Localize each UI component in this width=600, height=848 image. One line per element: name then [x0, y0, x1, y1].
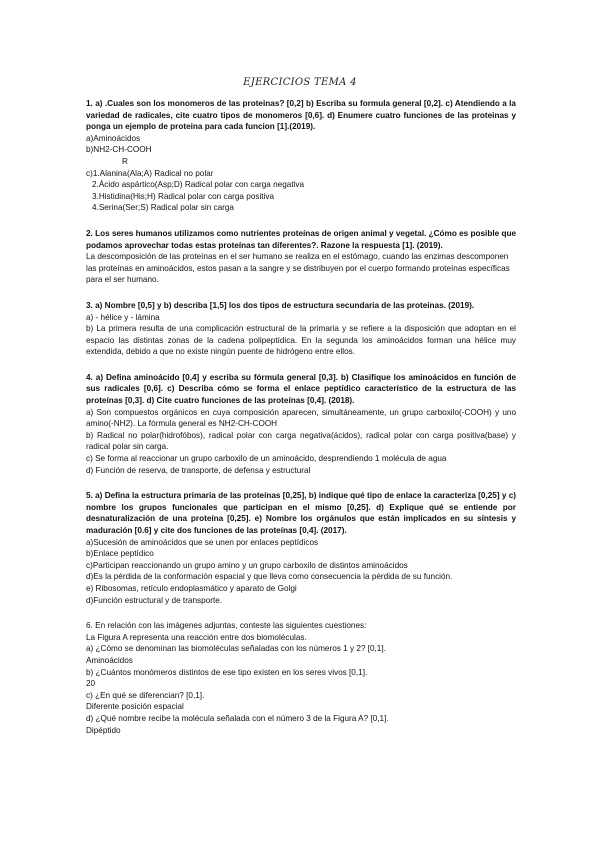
- answer-1b: b)NH2-CH-COOH: [86, 145, 152, 155]
- answer-6d: Dipéptido: [86, 725, 121, 735]
- answer-1c-3: 3.Histidina(His;H) Radical polar con carga positiva: [92, 191, 275, 201]
- question-6d: d) ¿Qué nombre recibe la molécula señalada con el número 3 de la Figura A? [0,1].: [86, 713, 389, 723]
- answer-1c-4: 4.Serina(Ser;S) Radical polar sin carga: [92, 203, 234, 213]
- answer-6a: Aminoácidos: [86, 655, 133, 665]
- answer-5d: d)Es la pérdida de la conformación espacial y que lleva como consecuencia la pérdida de su función.: [86, 572, 453, 582]
- document-body: [86, 98, 516, 736]
- question-1: 1. a) .Cuales son los monomeros de las proteinas? [0,2] b) Escriba su formula general [0,2]. c) Atendiendo a la variedad de radicales, cite cuatro tipos de monomeros [0,6]. d) Enumere cuatro funciones de las proteinas y ponga un ejemplo de proteina para cada funcion [1].(2019).: [86, 99, 516, 132]
- answer-5a: a)Sucesión de aminoácidos que se unen por enlaces peptídicos: [86, 537, 319, 547]
- answer-5f: d)Función estructural y de transporte.: [86, 595, 223, 605]
- answer-1c-2: 2.Ácido aspártico(Asp;D) Radical polar con carga negativa: [92, 180, 305, 190]
- answer-1c-1: c)1.Alanina(Ala;A) Radical no polar: [86, 168, 214, 178]
- question-2: 2. Los seres humanos utilizamos como nutrientes proteínas de origen animal y vegetal. ¿Cómo es posible que podamos aprovechar todas estas proteínas tan diferentes?. Razone la respuesta [1]. (2019).: [86, 228, 516, 250]
- answer-1a: a)Aminoácidos: [86, 133, 141, 143]
- answer-4a: a) Son compuestos orgánicos en cuya composición aparecen, simultáneamente, un grupo carboxilo(-COOH) y uno amino(-NH2). La fórmula general es NH2-CH-COOH: [86, 407, 516, 429]
- answer-5e: e) Ribosomas, retículo endoplasmático y aparato de Golgi: [86, 583, 297, 593]
- question-6a: a) ¿Cómo se denominan las biomoléculas señaladas con los números 1 y 2? [0,1].: [86, 644, 386, 654]
- answer-4b: b) Radical no polar(hidrofóbos), radical polar con carga negativa(ácidos), radical polar con carga positiva(base) y radical polar sin carga.: [86, 430, 516, 452]
- question-6c: c) ¿En qué se diferencian? [0,1].: [86, 690, 205, 700]
- answer-6c: Diferente posición espacial: [86, 702, 184, 712]
- question-5: 5. a) Defina la estructura primaria de las proteínas [0,25], b) indique qué tipo de enlace la caracteriza [0,25] y c) nombre los grupos funcionales que participan en el mismo [0,25]. d) Explique qué se entiende por desnaturalización de una proteína [0,25]. e) Nombre los orgánulos que están implicados en su síntesis y maduración [0.6] y cite dos funciones de las proteínas [0,4]. (2017).: [86, 491, 516, 535]
- answer-4c: c) Se forma al reaccionar un grupo carboxilo de un aminoácido, desprendiendo 1 molécula de agua: [86, 454, 447, 464]
- question-4: 4. a) Defina aminoácido [0,4] y escriba su fórmula general [0,3]. b) Clasifique los aminoácidos en función de sus radicales [0,6]. c) Describa cómo se forma el enlace peptídico característico de la estructura de las proteínas [0,3]. d) Cite cuatro funciones de las proteínas [0,4]. (2018).: [86, 372, 516, 406]
- answer-2: La descomposición de las proteínas en el ser humano se realiza en el estómago, cuando las enzimas descomponen las proteínas en aminoácidos, estos pasan a la sangre y se distribuyen por el cuerpo formando proteínas específicas para el ser humano.: [86, 252, 510, 285]
- answer-3a: a) - hélice y - lámina: [86, 312, 160, 322]
- question-6: 6. En relación con las imágenes adjuntas, conteste las siguientes cuestiones:: [86, 621, 367, 631]
- answer-3b: b) La primera resulta de una complicación estructural de la primaria y se refiere a la disposición que adoptan en el espacio las distintas zonas de la cadena polipeptídica. En la segunda los aminoácidos forman una hélice muy extendida, debido a que no existe ningún puente de hidrógeno entre ellos.: [86, 324, 516, 357]
- page-title: EJERCICIOS TEMA 4: [243, 77, 357, 88]
- answer-1b-radical: R: [122, 156, 128, 166]
- question-6-intro: La Figura A representa una reacción entre dos biomoléculas.: [86, 632, 307, 642]
- question-6b: b) ¿Cuántos monómeros distintos de ese tipo existen en los seres vivos [0,1].: [86, 667, 368, 677]
- answer-6b: 20: [86, 679, 96, 689]
- answer-5b: b)Enlace peptídico: [86, 549, 154, 559]
- answer-4d: d) Función de reserva, de transporte, de defensa y estructural: [86, 465, 311, 475]
- answer-5c: c)Participan reaccionando un grupo amino y un grupo carboxilo de distintos aminoácidos: [86, 560, 408, 570]
- question-3: 3. a) Nombre [0,5] y b) describa [1,5] los dos tipos de estructura secundaria de las proteínas. (2019).: [86, 300, 475, 310]
